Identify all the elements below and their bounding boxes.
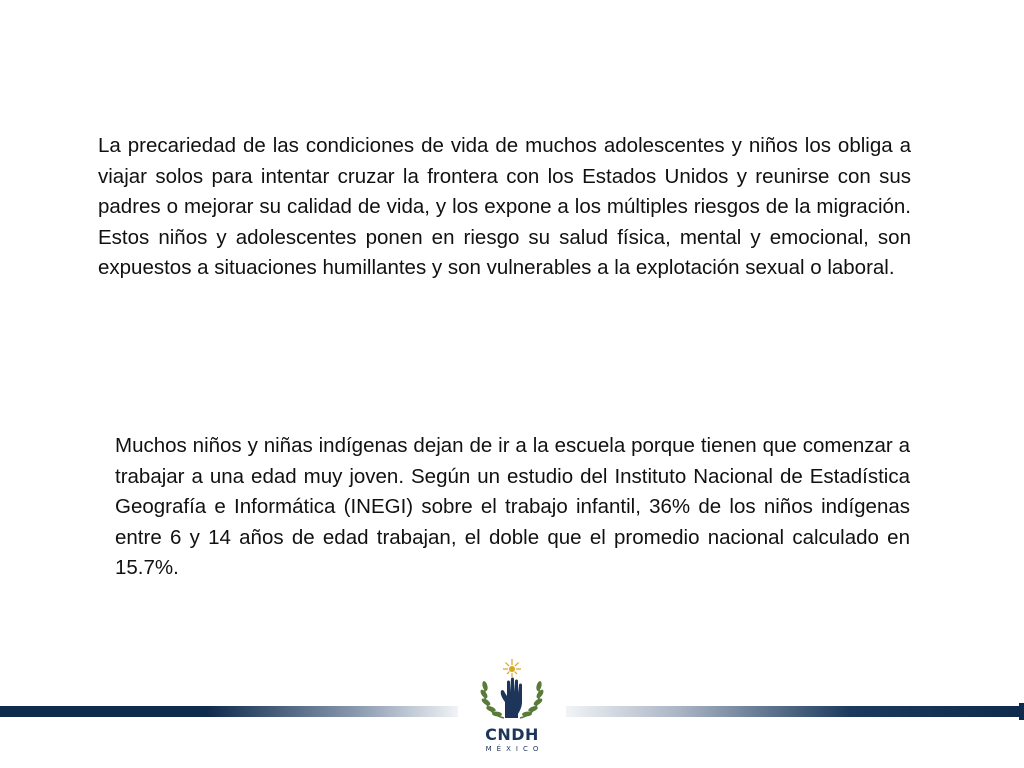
raised-hand-laurel-sun-emblem-icon (472, 658, 552, 726)
footer-band-end-mark (1019, 703, 1024, 720)
logo-country: MÉXICO (485, 745, 544, 753)
footer-band-left (0, 706, 458, 717)
laurel-left-icon (479, 681, 504, 718)
cndh-logo (472, 658, 552, 758)
raised-hand-icon (501, 678, 522, 719)
footer-band-right (566, 706, 1024, 717)
paragraph-migration: La precariedad de las condiciones de vida de muchos adolescentes y niños los obliga a viajar solos para intentar cruzar la frontera con los Estados Unidos y reunirse con sus padres o mejorar su calidad de vida, y los expone a los múltiples riesgos de la migración. Estos niños y adolescentes ponen en riesgo su salud física, mental y emocional, son expuestos a situaciones humillantes y son vulnerables a la explotación sexual o laboral. (98, 134, 911, 280)
sun-icon (503, 659, 521, 677)
paragraph-indigenous-labor: Muchos niños y niñas indígenas dejan de ir a la escuela porque tienen que comenzar a trabajar a una edad muy joven. Según un estudio del Instituto Nacional de Estadística Geografía e Informática (INEGI) sobre el trabajo infantil, 36% de los niños indígenas entre 6 y 14 años de edad trabajan, el doble que el promedio nacional calculado en 15.7%. (115, 434, 910, 580)
laurel-right-icon (520, 681, 545, 718)
logo-wordmark: CNDH (485, 725, 539, 744)
